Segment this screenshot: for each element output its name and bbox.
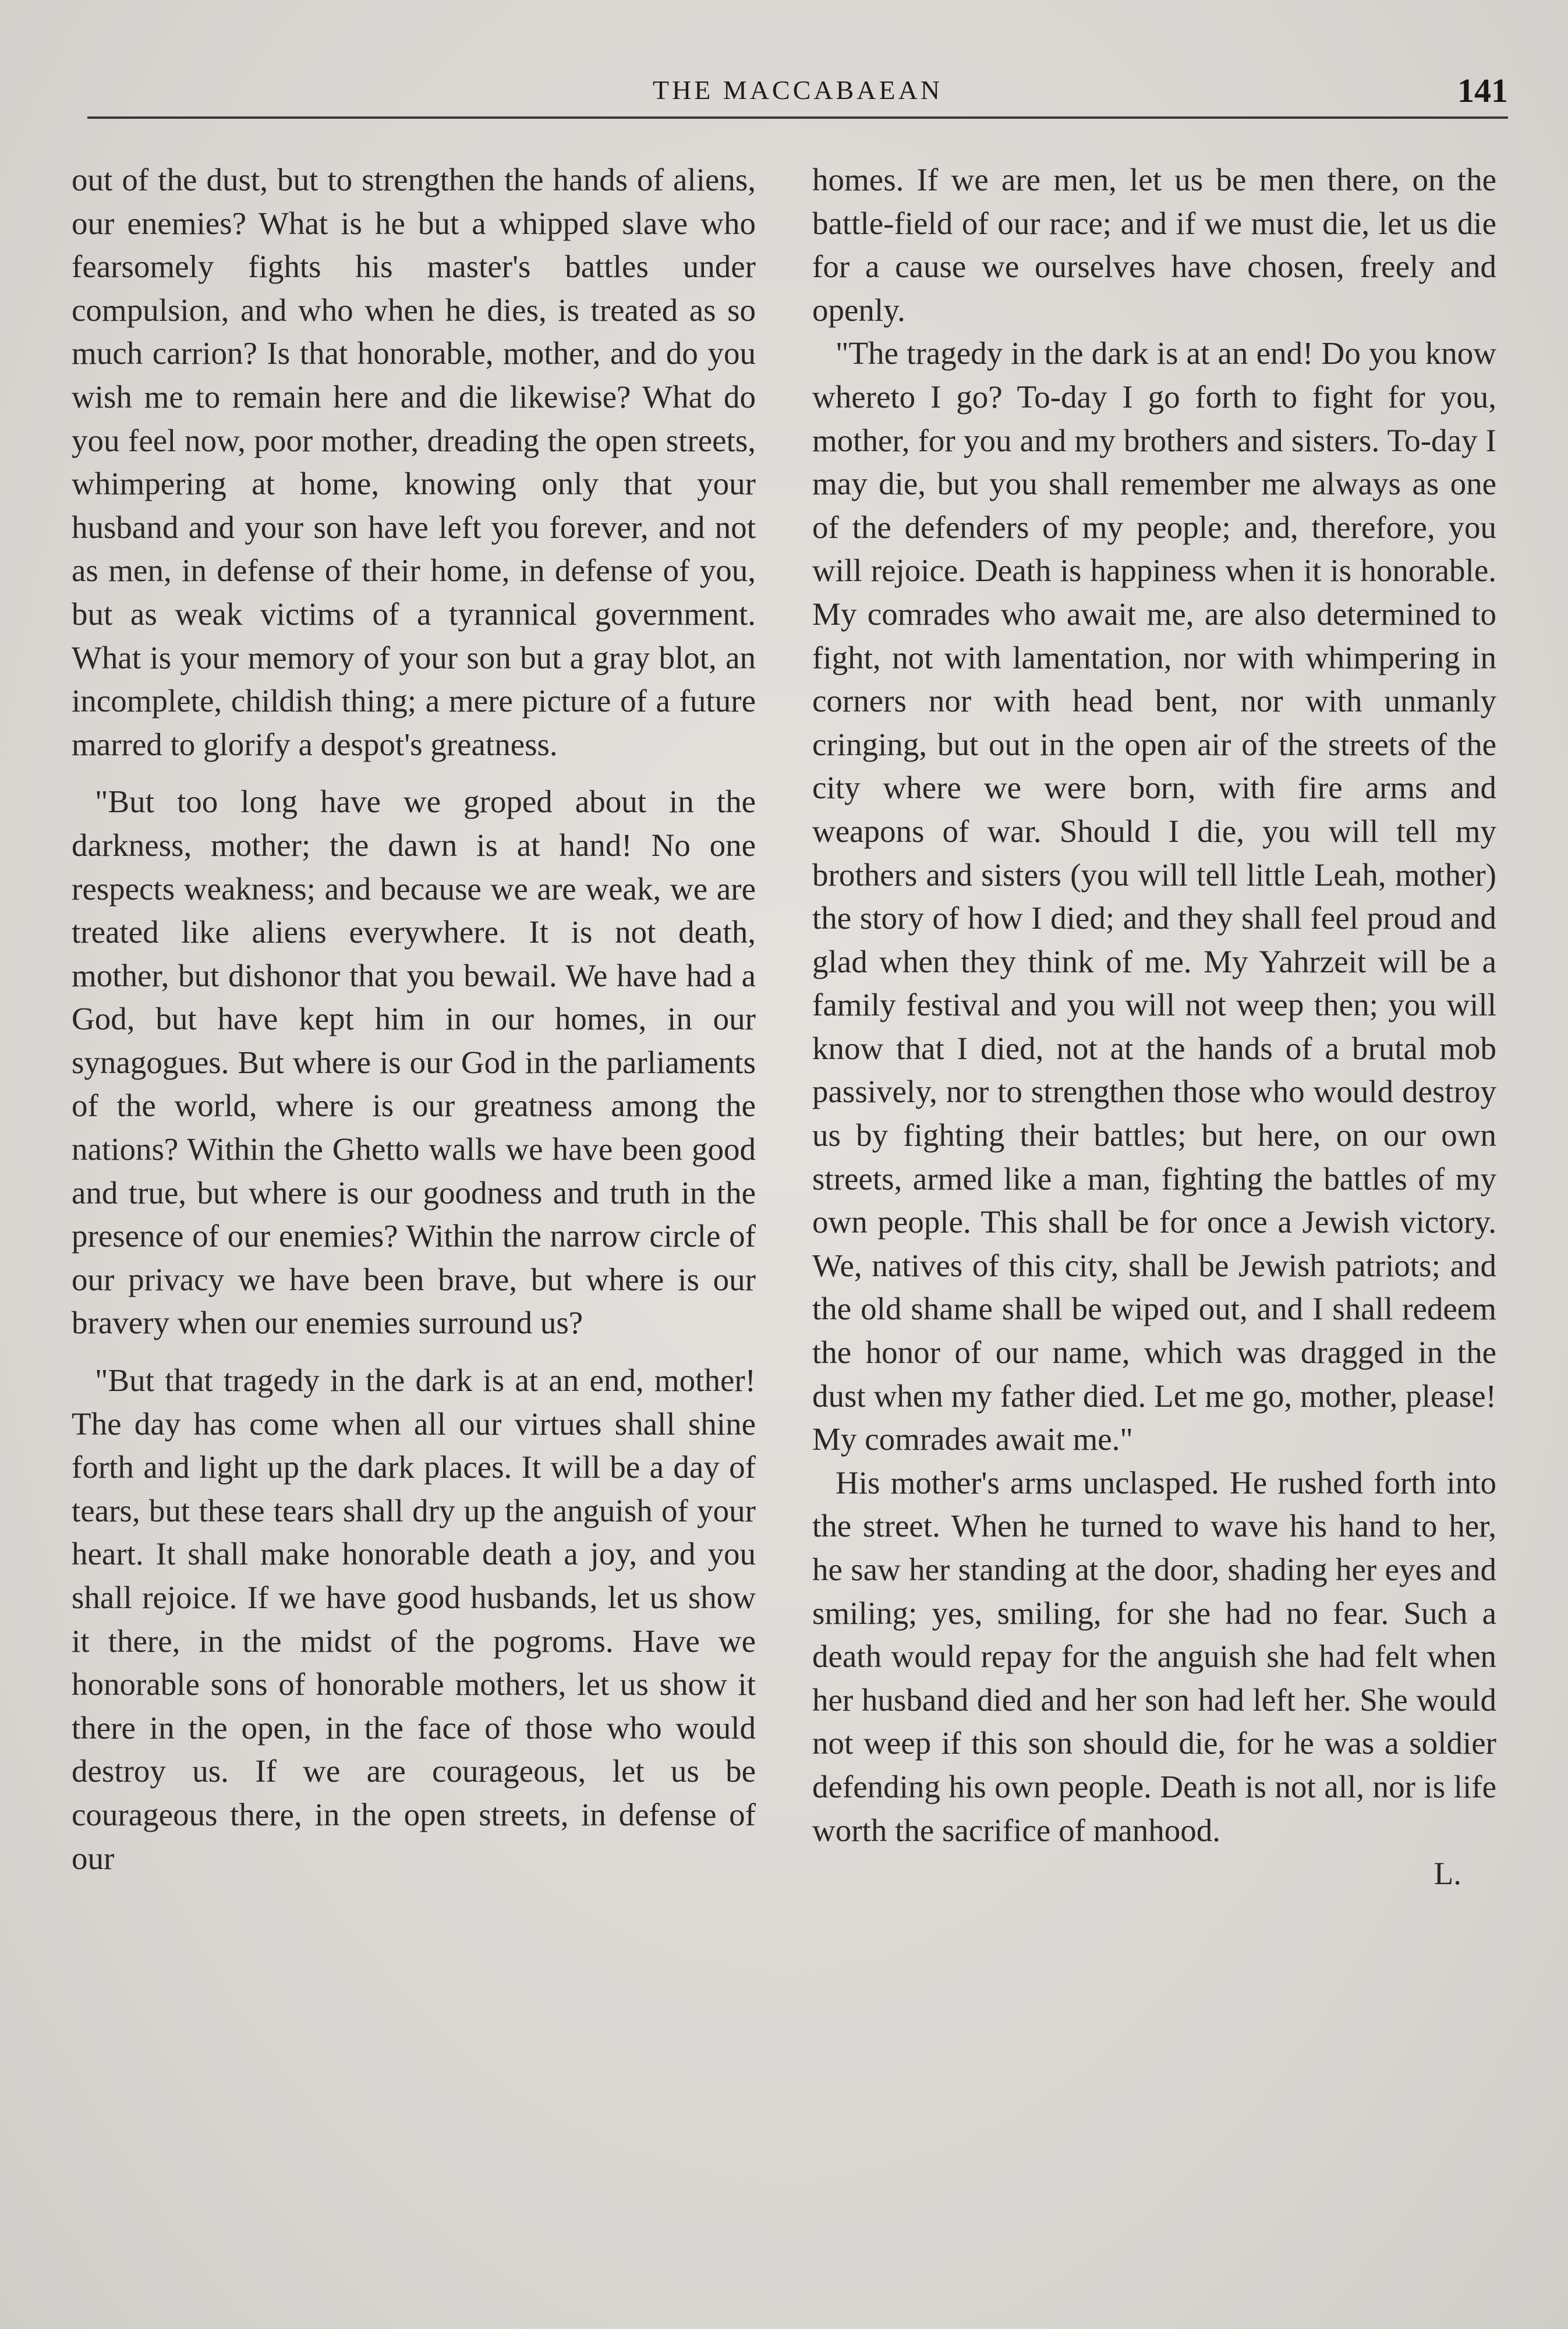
- left-column: [72, 158, 756, 1880]
- paragraph: "The tragedy in the dark is at an end! Do you know whereto I go? To-day I go forth to fight for you, mother, for you and my brothers and sisters. To-day I may die, but you shall remember me always as one of the defenders of my people; and, therefore, you will rejoice. Death is happiness when it is honorable. My comrades who await me, are also determined to fight, not with lamentation, nor with whimpering in corners nor with head bent, nor with unmanly cringing, but out in the open air of the streets of the city where we were born, with fire arms and weapons of war. Should I die, you will tell my brothers and sisters (you will tell little Leah, mother) the story of how I died; and they shall feel proud and glad when they think of me. My Yahrzeit will be a family festival and you will not weep then; you will know that I died, not at the hands of a brutal mob passively, nor to strengthen those who would destroy us by fighting their battles; but here, on our own streets, armed like a man, fighting the battles of my own people. This shall be for once a Jewish victory. We, natives of this city, shall be Jewish patriots; and the old shame shall be wiped out, and I shall redeem the honor of our name, which was dragged in the dust when my father died. Let me go, mother, please! My comrades await me.": [812, 335, 1496, 1457]
- header-rule: [87, 116, 1508, 119]
- paragraph: His mother's arms unclasped. He rushed forth into the street. When he turned to wave his hand to her, he saw her standing at the door, shading her eyes and smiling; yes, smiling, for she had no fear. Such a death would repay for the anguish she had felt when her husband died and her son had left her. She would not weep if this son should die, for he was a soldier defending his own people. Death is not all, nor is life worth the sacrifice of manhood.: [812, 1464, 1496, 1848]
- running-head: THE MACCABAEAN: [652, 75, 943, 105]
- paragraph: "But that tragedy in the dark is at an end, mother! The day has come when all our virtues shall shine forth and light up the dark places. It will be a day of tears, but these tears shall dry up the anguish of your heart. It shall make honorable death a joy, and you shall rejoice. If we have good husbands, let us show it there, in the midst of the pogroms. Have we honorable sons of honorable mothers, let us show it there in the open, in the face of those who would destroy us. If we are courageous, let us be courageous there, in the open streets, in defense of our: [72, 1362, 756, 1876]
- page-header: [87, 72, 1508, 121]
- paragraph: "But too long have we groped about in the darkness, mother; the dawn is at hand! No one respects weakness; and because we are weak, we are treated like aliens everywhere. It is not death, mother, but dishonor that you bewail. We have had a God, but have kept him in our homes, in our synagogues. But where is our God in the parliaments of the world, where is our greatness among the nations? Within the Ghetto walls we have been good and true, but where is our goodness and truth in the presence of our enemies? Within the narrow circle of our privacy we have been brave, but where is our bravery when our enemies surround us?: [72, 784, 756, 1341]
- author-signature: L.: [1434, 1856, 1461, 1892]
- paragraph: homes. If we are men, let us be men there, on the battle-field of our race; and if we must die, let us die for a cause we ourselves have chosen, freely and openly.: [812, 162, 1496, 328]
- right-column: [812, 158, 1496, 1896]
- paragraph: out of the dust, but to strengthen the hands of aliens, our enemies? What is he but a whipped slave who fearsomely fights his master's battles under compulsion, and who when he dies, is treated as so much carrion? Is that honorable, mother, and do you wish me to remain here and die likewise? What do you feel now, poor mother, dreading the open streets, whimpering at home, knowing only that your husband and your son have left you forever, and not as men, in defense of their home, in defense of you, but as weak victims of a tyrannical government. What is your memory of your son but a gray blot, an incomplete, childish thing; a mere picture of a future marred to glorify a despot's greatness.: [72, 162, 756, 762]
- page-number: 141: [1457, 72, 1508, 109]
